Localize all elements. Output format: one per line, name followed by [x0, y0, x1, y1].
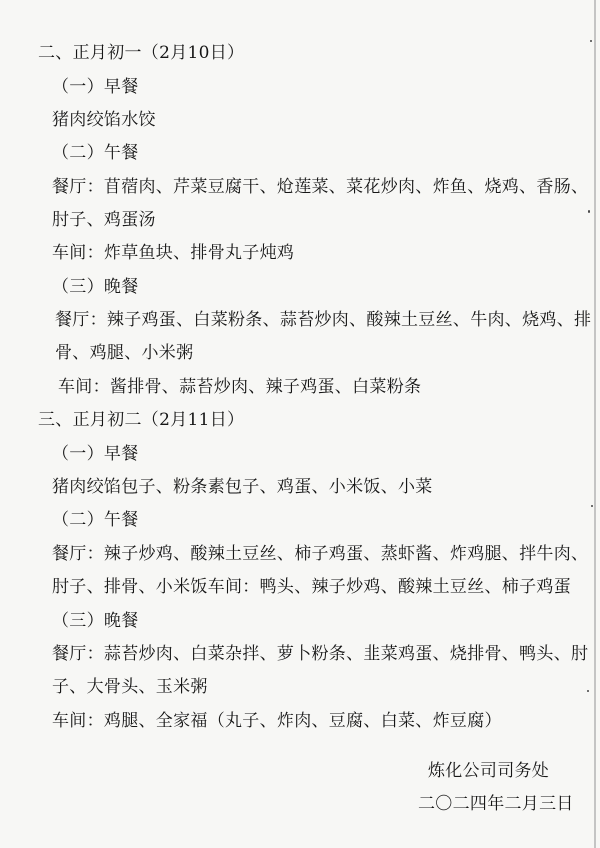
lunch-workshop-day1: 车间：炸草鱼块、排骨丸子炖鸡 — [52, 243, 295, 263]
page-edge-shadow — [594, 0, 596, 848]
issue-date: 二〇二四年二月三日 — [418, 794, 574, 814]
lunch-canteen-line2-day1: 肘子、鸡蛋汤 — [52, 210, 156, 230]
scan-speck — [591, 505, 593, 507]
section-heading-day1: 二、正月初一（2月10日） — [38, 43, 245, 63]
lunch-canteen-line2-day2: 肘子、排骨、小米饭车间：鸭头、辣子炒鸡、酸辣土豆丝、柿子鸡蛋 — [52, 577, 571, 597]
dinner-title-day2: （三）晚餐 — [52, 611, 139, 631]
dinner-canteen-line2-day2: 子、大骨头、玉米粥 — [52, 677, 208, 697]
dinner-canteen-line1-day2: 餐厅：蒜苔炒肉、白菜杂拌、萝卜粉条、韭菜鸡蛋、烧排骨、鸭头、肘 — [52, 644, 589, 664]
breakfast-items-day2: 猪肉绞馅包子、粉条素包子、鸡蛋、小米饭、小菜 — [52, 477, 433, 497]
section-heading-day2: 三、正月初二（2月11日） — [38, 410, 245, 430]
breakfast-title-day2: （一）早餐 — [52, 444, 139, 464]
lunch-canteen-line1-day1: 餐厅：苜蓿肉、芹菜豆腐干、炝莲菜、菜花炒肉、炸鱼、烧鸡、香肠、 — [52, 177, 589, 197]
lunch-title-day2: （二）午餐 — [52, 510, 139, 530]
scan-speck — [588, 210, 590, 213]
dinner-canteen-line2-day1: 骨、鸡腿、小米粥 — [55, 343, 194, 363]
dinner-workshop-day1: 车间：酱排骨、蒜苔炒肉、辣子鸡蛋、白菜粉条 — [58, 377, 422, 397]
issuing-office: 炼化公司司务处 — [428, 761, 550, 781]
dinner-title-day1: （三）晚餐 — [52, 277, 139, 297]
breakfast-title-day1: （一）早餐 — [52, 77, 139, 97]
scan-speck — [587, 690, 589, 692]
lunch-title-day1: （二）午餐 — [52, 143, 139, 163]
dinner-workshop-day2: 车间：鸡腿、全家福（丸子、炸肉、豆腐、白菜、炸豆腐） — [52, 711, 502, 731]
lunch-canteen-line1-day2: 餐厅：辣子炒鸡、酸辣土豆丝、柿子鸡蛋、蒸虾酱、炸鸡腿、拌牛肉、 — [52, 544, 589, 564]
dinner-canteen-line1-day1: 餐厅：辣子鸡蛋、白菜粉条、蒜苔炒肉、酸辣土豆丝、牛肉、烧鸡、排 — [55, 310, 592, 330]
breakfast-items-day1: 猪肉绞馅水饺 — [52, 110, 156, 130]
scan-speck — [590, 40, 592, 42]
